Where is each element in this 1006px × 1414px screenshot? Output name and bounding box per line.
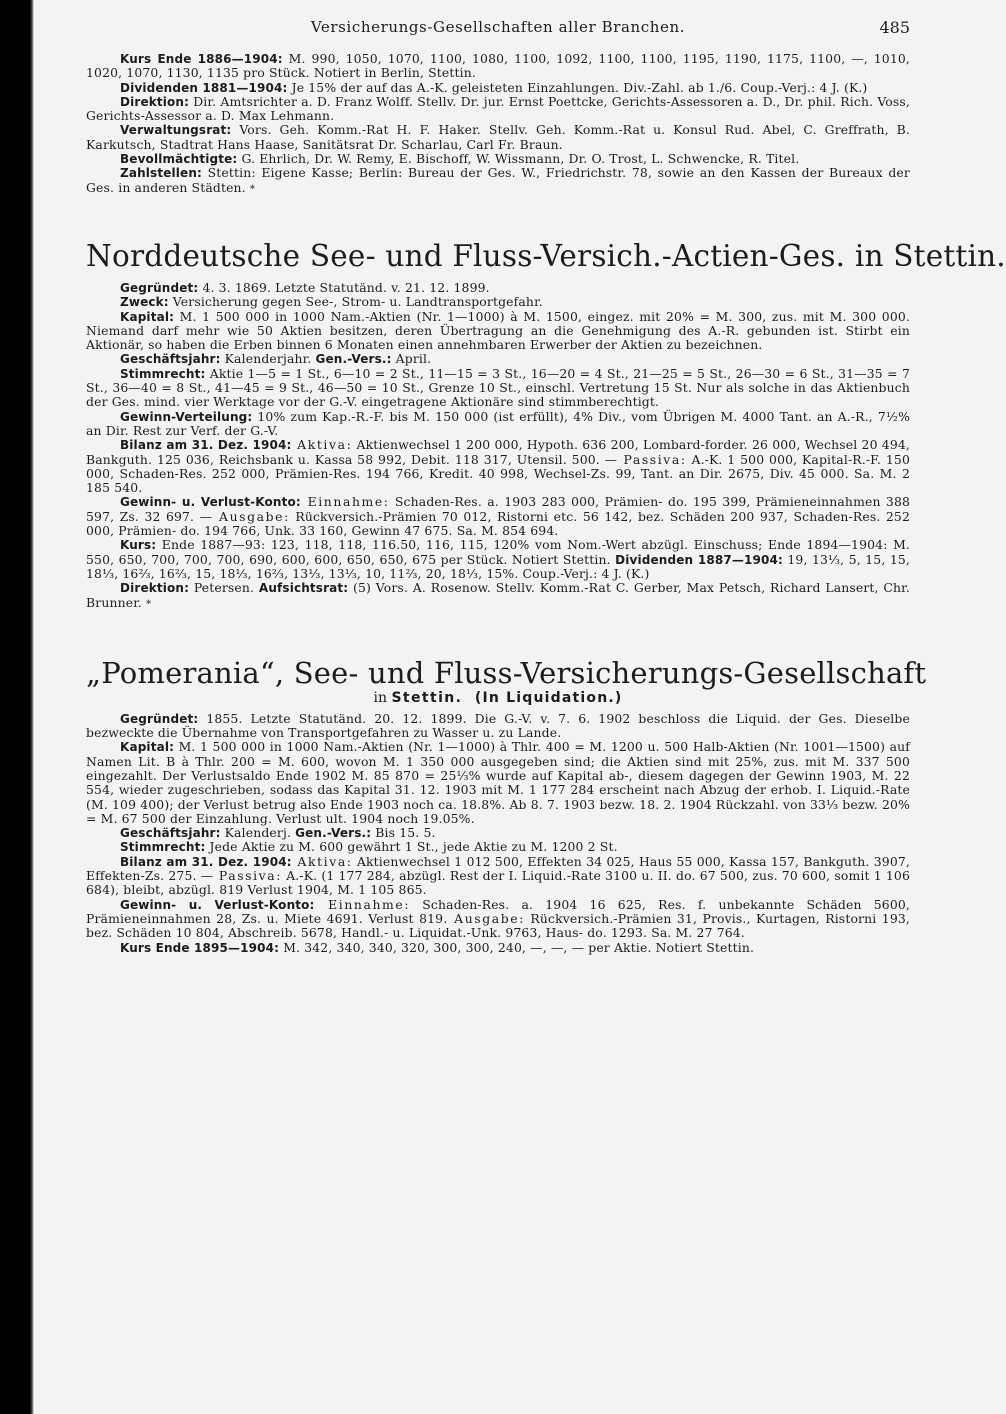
entry-stimmrecht: Stimmrecht: Aktie 1—5 = 1 St., 6—10 = 2 St., 11—15 = 3 St., 16—20 = 4 St., 21—25 = 5 St., 26—30 = 6 St., 31—35 = 7 St., 36—40 = 8 St., 41—45 = 9 St., 46—50 = 10 St., Grenze 10 St., einschl. Vertretung 15 St. Nur als solche in das Aktienbuch der Ges. mind. vier Werktage vor der G.-V. eingetragene Aktionäre sind stimmberechtigt. — [86, 365, 910, 410]
book-page — [86, 18, 1006, 1398]
entry-gegruendet: Gegründet: 4. 3. 1869. Letzte Statutänd. v. 21. 12. 1899. — [120, 279, 490, 295]
previous-company-continuation — [86, 52, 910, 197]
end-mark: * — [146, 598, 152, 610]
company-entries-pomerania — [86, 712, 910, 955]
entry-direktion-aufsichtsrat: Direktion: Petersen. Aufsichtsrat: (5) Vors. A. Rosenow. Stellv. Komm.-Rat C. Gerber, Max Petsch, Richard Lansert, Chr. Brunner. * — [86, 580, 910, 610]
entry-verwaltungsrat: Verwaltungsrat: Vors. Geh. Komm.-Rat H. F. Haker. Stellv. Geh. Komm.-Rat u. Konsul Rud. Abel, C. Greffrath, B. Karkutsch, Stadtrat Hans Haase, Sanitätsrat Dr. Scharlau, Carl Fr. Braun. — [86, 122, 910, 152]
entry-kapital: Kapital: M. 1 500 000 in 1000 Nam.-Aktien (Nr. 1—1000) à M. 1500, eingez. mit 20% = M. 300, zus. mit M. 300 000. Niemand darf mehr wie 50 Aktien besitzen, deren Übertragung an die Genehmigung des A.-R. gebunden ist. Stirbt ein Aktionär, so haben die Erben binnen 6 Monaten einen annehmbaren Erwerber der Aktien zu bezeichnen. — [86, 308, 910, 353]
entry-direktion: Direktion: Dir. Amtsrichter a. D. Franz Wolff. Stellv. Dr. jur. Ernst Poettcke, Gerichts-Assessoren a. D., Dr. phil. Rich. Voss, Gerichts-Assessor a. D. Max Lehmann. — [86, 93, 910, 124]
book-binding-edge — [0, 0, 34, 1414]
entry-geschaeftsjahr: Geschäftsjahr: Kalenderjahr. Gen.-Vers.: April. — [120, 351, 432, 367]
entry-stimmrecht: Stimmrecht: Jede Aktie zu M. 600 gewährt 1 St., jede Aktie zu M. 1200 2 St. — [120, 839, 618, 855]
entry-kurs-dividenden: Kurs: Ende 1887—93: 123, 118, 118, 116.50, 116, 115, 120% vom Nom.-Wert abzügl. Einschuss; Ende 1894—1904: M. 550, 650, 700, 700, 700, 690, 600, 600, 650, 650, 675 per Stück. Notiert Stettin. Dividenden 1887—1904: 19, 13⅓, 5, 15, 15, 18⅓, 16⅔, 16⅔, 15, 18⅓, 16⅔, 13⅓, 13⅓, 10, 11⅔, 20, 18⅓, 15%. Coup.-Verj.: 4 J. (K.) — [86, 537, 910, 581]
entry-kurs: Kurs Ende 1886—1904: M. 990, 1050, 1070, 1100, 1080, 1100, 1092, 1100, 1100, 1195, 1190, 1175, 1100, —, 1010, 1020, 1070, 1130, 1135 pro Stück. Notiert in Berlin, Stettin. — [86, 51, 910, 81]
entry-zahlstellen: Zahlstellen: Stettin: Eigene Kasse; Berlin: Bureau der Ges. W., Friedrichstr. 78, sowie an den Kassen der Bureaux der Ges. in anderen Städten. * — [86, 165, 910, 195]
entry-gewinn-verlust-konto: Gewinn- u. Verlust-Konto: Einnahme: Schaden-Res. a. 1904 16 625, Res. f. unbekannte Schäden 5600, Prämieneinnahmen 28, Zs. u. Miete 4691. Verlust 819. Ausgabe: Rückversich.-Prämien 31, Provis., Kurtagen, Ristorni 193, bez. Schäden 10 804, Abschreib. 5678, Handl.- u. Liquidat.-Unk. 9763, Haus- do. 1293. Sa. M. 27 764. — [86, 896, 910, 941]
end-mark: * — [249, 183, 256, 195]
entry-kurs: Kurs Ende 1895—1904: M. 342, 340, 340, 320, 300, 300, 240, —, —, — per Aktie. Notiert Stettin. — [120, 939, 755, 955]
entry-bilanz: Bilanz am 31. Dez. 1904: Aktiva: Aktienwechsel 1 012 500, Effekten 34 025, Haus 55 000, Kassa 157, Bankguth. 3907, Effekten-Zs. 275. — Passiva: A.-K. (1 177 284, abzügl. Rest der I. Liquid.-Rate 3100 u. II. do. 67 500, zus. 70 600, somit 1 106 684), bleibt, abzügl. 819 Verlust 1904, M. 1 105 865. — [86, 853, 911, 898]
company-location: Stettin. — [391, 689, 463, 706]
company-subtitle-pomerania: in Stettin. (In Liquidation.) — [373, 689, 623, 706]
running-title: Versicherungs-Gesellschaften aller Branchen. — [310, 18, 686, 36]
entry-dividenden: Dividenden 1881—1904: Je 15% der auf das A.-K. geleisteten Einzahlungen. Div.-Zahl. ab 1./6. Coup.-Verj.: 4 J. (K.) — [120, 79, 868, 95]
company-title-pomerania: „Pomerania“, See- und Fluss-Versicherungs-Gesellschaft — [86, 655, 927, 690]
entry-zweck: Zweck: Versicherung gegen See-, Strom- u. Landtransportgefahr. — [120, 294, 543, 310]
company-entries-norddeutsche — [86, 281, 910, 612]
company-title-norddeutsche: Norddeutsche See- und Fluss-Versich.-Actien-Ges. in Stettin. — [86, 238, 1006, 273]
page-number: 485 — [879, 18, 910, 37]
company-status: (In Liquidation.) — [474, 689, 623, 706]
entry-gewinn-verlust-konto: Gewinn- u. Verlust-Konto: Einnahme: Schaden-Res. a. 1903 283 000, Prämien- do. 195 399, Prämieneinnahmen 388 597, Zs. 32 697. — Ausgabe: Rückversich.-Prämien 70 012, Ristorni etc. 56 142, bez. Schäden 200 937, Schaden-Res. 252 000, Prämien- do. 194 766, Unk. 33 160, Gewinn 47 675. Sa. M. 854 694. — [86, 494, 911, 539]
entry-gegruendet: Gegründet: 1855. Letzte Statutänd. 20. 12. 1899. Die G.-V. v. 7. 6. 1902 beschloss die Liquid. der Ges. Dieselbe bezweckte die Übernahme von Transportgefahren zu Wasser u. zu Lande. — [86, 710, 910, 741]
entry-geschaeftsjahr: Geschäftsjahr: Kalenderj. Gen.-Vers.: Bis 15. 5. — [120, 825, 436, 841]
entry-bevollmaechtigte: Bevollmächtigte: G. Ehrlich, Dr. W. Remy, E. Bischoff, W. Wissmann, Dr. O. Trost, L. Schwencke, R. Titel. — [120, 151, 800, 167]
running-header — [86, 18, 910, 52]
entry-gewinn-verteilung: Gewinn-Verteilung: 10% zum Kap.-R.-F. bis M. 150 000 (ist erfüllt), 4% Div., vom Übrigen M. 4000 Tant. an A.-R., 7½% an Dir. Rest zur Verf. der G.-V. — [86, 408, 910, 438]
entry-bilanz: Bilanz am 31. Dez. 1904: Aktiva: Aktienwechsel 1 200 000, Hypoth. 636 200, Lombard-forder. 26 000, Wechsel 20 494, Bankguth. 125 036, Reichsbank u. Kassa 58 992, Debit. 118 317, Utensil. 500. — Passiva: A.-K. 1 500 000, Kapital-R.-F. 150 000, Schaden-Res. 252 000, Prämien-Res. 194 766, Kredit. 40 998, Wechsel-Zs. 99, Tant. an Dir. 2675, Div. 45 000. Sa. M. 2 185 540. — [86, 437, 910, 496]
entry-kapital: Kapital: M. 1 500 000 in 1000 Nam.-Aktien (Nr. 1—1000) à Thlr. 400 = M. 1200 u. 500 Halb-Aktien (Nr. 1001—1500) auf Namen Lit. B à Thlr. 200 = M. 600, wovon M. 1 350 000 ausgegeben sind; die Aktien sind mit 25%, zus. mit M. 337 500 eingezahlt. Der Verlustsaldo Ende 1902 M. 85 870 = 25⅓% wurde auf Kapital ab-, diesem dagegen der Gewinn 1903, M. 22 554, wieder zugeschrieben, sodass das Kapital 31. 12. 1903 mit M. 1 177 284 erscheint nach Abzug der erhob. I. Liquid.-Rate (M. 109 400); der Verlust betrug also Ende 1903 noch ca. 18.8%. Ab 8. 7. 1903 bezw. 18. 2. 1904 Rückzahl. von 33⅓ bezw. 20% = M. 67 500 der Einzahlung. Verlust ult. 1904 noch 19.05%. — [86, 739, 910, 826]
